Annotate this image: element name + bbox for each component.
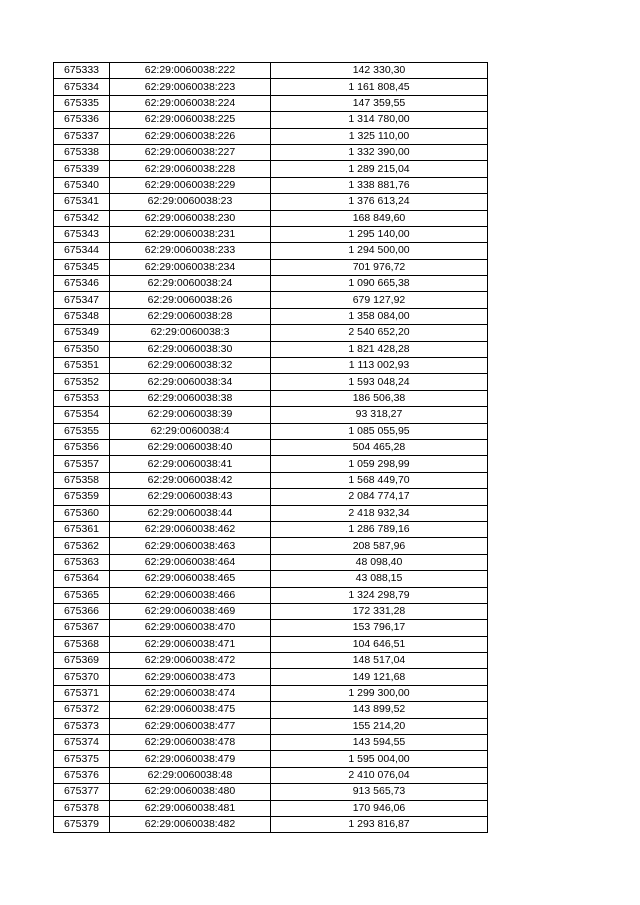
row-number-cell: 675371 (54, 685, 110, 701)
cadastral-number-cell: 62:29:0060038:234 (110, 259, 271, 275)
row-number-cell: 675369 (54, 653, 110, 669)
value-cell: 504 465,28 (271, 439, 488, 455)
value-cell: 1 286 789,16 (271, 521, 488, 537)
row-number-cell: 675335 (54, 95, 110, 111)
row-number-cell: 675361 (54, 521, 110, 537)
table-row (54, 587, 488, 603)
row-number-cell: 675355 (54, 423, 110, 439)
table-row (54, 521, 488, 537)
cadastral-number-cell: 62:29:0060038:223 (110, 79, 271, 95)
value-cell: 1 090 665,38 (271, 276, 488, 292)
table-row (54, 767, 488, 783)
cadastral-number-cell: 62:29:0060038:43 (110, 489, 271, 505)
row-number-cell: 675378 (54, 800, 110, 816)
value-cell: 143 899,52 (271, 702, 488, 718)
row-number-cell: 675349 (54, 325, 110, 341)
value-cell: 1 325 110,00 (271, 128, 488, 144)
value-cell: 1 059 298,99 (271, 456, 488, 472)
row-number-cell: 675363 (54, 554, 110, 570)
table-row (54, 669, 488, 685)
table-row (54, 751, 488, 767)
table-row (54, 538, 488, 554)
cadastral-number-cell: 62:29:0060038:466 (110, 587, 271, 603)
cadastral-number-cell: 62:29:0060038:480 (110, 784, 271, 800)
value-cell: 1 324 298,79 (271, 587, 488, 603)
table-row (54, 505, 488, 521)
table-row (54, 194, 488, 210)
cadastral-number-cell: 62:29:0060038:224 (110, 95, 271, 111)
row-number-cell: 675379 (54, 816, 110, 832)
table-row (54, 226, 488, 242)
table-row (54, 620, 488, 636)
value-cell: 1 293 816,87 (271, 816, 488, 832)
value-cell: 1 289 215,04 (271, 161, 488, 177)
row-number-cell: 675347 (54, 292, 110, 308)
table-row (54, 161, 488, 177)
table-row (54, 423, 488, 439)
row-number-cell: 675345 (54, 259, 110, 275)
cadastral-number-cell: 62:29:0060038:228 (110, 161, 271, 177)
cadastral-number-cell: 62:29:0060038:23 (110, 194, 271, 210)
value-cell: 208 587,96 (271, 538, 488, 554)
row-number-cell: 675377 (54, 784, 110, 800)
value-cell: 1 161 808,45 (271, 79, 488, 95)
cadastral-number-cell: 62:29:0060038:226 (110, 128, 271, 144)
cadastral-number-cell: 62:29:0060038:3 (110, 325, 271, 341)
table-row (54, 472, 488, 488)
value-cell: 1 113 002,93 (271, 358, 488, 374)
value-cell: 1 358 084,00 (271, 308, 488, 324)
row-number-cell: 675344 (54, 243, 110, 259)
cadastral-number-cell: 62:29:0060038:470 (110, 620, 271, 636)
cadastral-number-cell: 62:29:0060038:48 (110, 767, 271, 783)
table-body (54, 63, 488, 833)
value-cell: 2 418 932,34 (271, 505, 488, 521)
row-number-cell: 675357 (54, 456, 110, 472)
row-number-cell: 675336 (54, 112, 110, 128)
value-cell: 1 332 390,00 (271, 144, 488, 160)
value-cell: 1 376 613,24 (271, 194, 488, 210)
cadastral-number-cell: 62:29:0060038:478 (110, 735, 271, 751)
value-cell: 913 565,73 (271, 784, 488, 800)
cadastral-number-cell: 62:29:0060038:230 (110, 210, 271, 226)
table-row (54, 144, 488, 160)
table-row (54, 735, 488, 751)
row-number-cell: 675337 (54, 128, 110, 144)
row-number-cell: 675333 (54, 63, 110, 79)
row-number-cell: 675341 (54, 194, 110, 210)
table-row (54, 292, 488, 308)
cadastral-number-cell: 62:29:0060038:462 (110, 521, 271, 537)
row-number-cell: 675346 (54, 276, 110, 292)
row-number-cell: 675372 (54, 702, 110, 718)
row-number-cell: 675339 (54, 161, 110, 177)
row-number-cell: 675351 (54, 358, 110, 374)
table-row (54, 79, 488, 95)
table-row (54, 554, 488, 570)
cadastral-number-cell: 62:29:0060038:39 (110, 407, 271, 423)
value-cell: 1 085 055,95 (271, 423, 488, 439)
row-number-cell: 675350 (54, 341, 110, 357)
table-row (54, 341, 488, 357)
cadastral-number-cell: 62:29:0060038:464 (110, 554, 271, 570)
table-row (54, 259, 488, 275)
table-row (54, 358, 488, 374)
cadastral-number-cell: 62:29:0060038:229 (110, 177, 271, 193)
row-number-cell: 675359 (54, 489, 110, 505)
table-row (54, 177, 488, 193)
cadastral-number-cell: 62:29:0060038:481 (110, 800, 271, 816)
table-row (54, 308, 488, 324)
row-number-cell: 675374 (54, 735, 110, 751)
value-cell: 1 593 048,24 (271, 374, 488, 390)
row-number-cell: 675343 (54, 226, 110, 242)
table-row (54, 128, 488, 144)
cadastral-number-cell: 62:29:0060038:222 (110, 63, 271, 79)
row-number-cell: 675356 (54, 439, 110, 455)
table-row (54, 439, 488, 455)
row-number-cell: 675360 (54, 505, 110, 521)
value-cell: 2 410 076,04 (271, 767, 488, 783)
value-cell: 1 314 780,00 (271, 112, 488, 128)
table-row (54, 800, 488, 816)
value-cell: 48 098,40 (271, 554, 488, 570)
table-row (54, 325, 488, 341)
value-cell: 701 976,72 (271, 259, 488, 275)
cadastral-number-cell: 62:29:0060038:465 (110, 571, 271, 587)
cadastral-number-cell: 62:29:0060038:32 (110, 358, 271, 374)
row-number-cell: 675352 (54, 374, 110, 390)
cadastral-number-cell: 62:29:0060038:40 (110, 439, 271, 455)
row-number-cell: 675340 (54, 177, 110, 193)
value-cell: 148 517,04 (271, 653, 488, 669)
cadastral-number-cell: 62:29:0060038:28 (110, 308, 271, 324)
value-cell: 104 646,51 (271, 636, 488, 652)
cadastral-number-cell: 62:29:0060038:227 (110, 144, 271, 160)
table-row (54, 571, 488, 587)
row-number-cell: 675342 (54, 210, 110, 226)
table-row (54, 95, 488, 111)
cadastral-value-table (53, 62, 488, 833)
value-cell: 679 127,92 (271, 292, 488, 308)
row-number-cell: 675354 (54, 407, 110, 423)
row-number-cell: 675348 (54, 308, 110, 324)
cadastral-number-cell: 62:29:0060038:38 (110, 390, 271, 406)
table-row (54, 112, 488, 128)
value-cell: 172 331,28 (271, 603, 488, 619)
row-number-cell: 675365 (54, 587, 110, 603)
cadastral-number-cell: 62:29:0060038:225 (110, 112, 271, 128)
cadastral-number-cell: 62:29:0060038:482 (110, 816, 271, 832)
table-row (54, 784, 488, 800)
cadastral-number-cell: 62:29:0060038:469 (110, 603, 271, 619)
value-cell: 2 084 774,17 (271, 489, 488, 505)
table-row (54, 603, 488, 619)
value-cell: 43 088,15 (271, 571, 488, 587)
row-number-cell: 675353 (54, 390, 110, 406)
cadastral-number-cell: 62:29:0060038:26 (110, 292, 271, 308)
row-number-cell: 675338 (54, 144, 110, 160)
cadastral-number-cell: 62:29:0060038:473 (110, 669, 271, 685)
value-cell: 1 295 140,00 (271, 226, 488, 242)
table-row (54, 636, 488, 652)
value-cell: 1 821 428,28 (271, 341, 488, 357)
value-cell: 1 338 881,76 (271, 177, 488, 193)
table-row (54, 374, 488, 390)
cadastral-number-cell: 62:29:0060038:479 (110, 751, 271, 767)
table-row (54, 489, 488, 505)
table-row (54, 456, 488, 472)
cadastral-number-cell: 62:29:0060038:477 (110, 718, 271, 734)
cadastral-number-cell: 62:29:0060038:472 (110, 653, 271, 669)
cadastral-number-cell: 62:29:0060038:41 (110, 456, 271, 472)
value-cell: 142 330,30 (271, 63, 488, 79)
cadastral-number-cell: 62:29:0060038:42 (110, 472, 271, 488)
cadastral-number-cell: 62:29:0060038:44 (110, 505, 271, 521)
table-row (54, 718, 488, 734)
row-number-cell: 675368 (54, 636, 110, 652)
table-row (54, 816, 488, 832)
value-cell: 149 121,68 (271, 669, 488, 685)
value-cell: 1 595 004,00 (271, 751, 488, 767)
table-row (54, 243, 488, 259)
value-cell: 186 506,38 (271, 390, 488, 406)
value-cell: 143 594,55 (271, 735, 488, 751)
row-number-cell: 675373 (54, 718, 110, 734)
cadastral-number-cell: 62:29:0060038:475 (110, 702, 271, 718)
table-row (54, 210, 488, 226)
value-cell: 147 359,55 (271, 95, 488, 111)
cadastral-number-cell: 62:29:0060038:34 (110, 374, 271, 390)
cadastral-number-cell: 62:29:0060038:231 (110, 226, 271, 242)
row-number-cell: 675376 (54, 767, 110, 783)
row-number-cell: 675367 (54, 620, 110, 636)
table-row (54, 63, 488, 79)
table-row (54, 390, 488, 406)
value-cell: 1 568 449,70 (271, 472, 488, 488)
value-cell: 168 849,60 (271, 210, 488, 226)
table-row (54, 653, 488, 669)
value-cell: 155 214,20 (271, 718, 488, 734)
value-cell: 170 946,06 (271, 800, 488, 816)
row-number-cell: 675362 (54, 538, 110, 554)
value-cell: 153 796,17 (271, 620, 488, 636)
row-number-cell: 675334 (54, 79, 110, 95)
value-cell: 1 294 500,00 (271, 243, 488, 259)
cadastral-number-cell: 62:29:0060038:463 (110, 538, 271, 554)
cadastral-number-cell: 62:29:0060038:233 (110, 243, 271, 259)
cadastral-number-cell: 62:29:0060038:30 (110, 341, 271, 357)
cadastral-number-cell: 62:29:0060038:4 (110, 423, 271, 439)
cadastral-number-cell: 62:29:0060038:474 (110, 685, 271, 701)
row-number-cell: 675358 (54, 472, 110, 488)
table-row (54, 702, 488, 718)
row-number-cell: 675370 (54, 669, 110, 685)
row-number-cell: 675364 (54, 571, 110, 587)
row-number-cell: 675366 (54, 603, 110, 619)
cadastral-number-cell: 62:29:0060038:471 (110, 636, 271, 652)
table-row (54, 407, 488, 423)
cadastral-number-cell: 62:29:0060038:24 (110, 276, 271, 292)
table-row (54, 276, 488, 292)
row-number-cell: 675375 (54, 751, 110, 767)
value-cell: 1 299 300,00 (271, 685, 488, 701)
value-cell: 2 540 652,20 (271, 325, 488, 341)
table-row (54, 685, 488, 701)
value-cell: 93 318,27 (271, 407, 488, 423)
